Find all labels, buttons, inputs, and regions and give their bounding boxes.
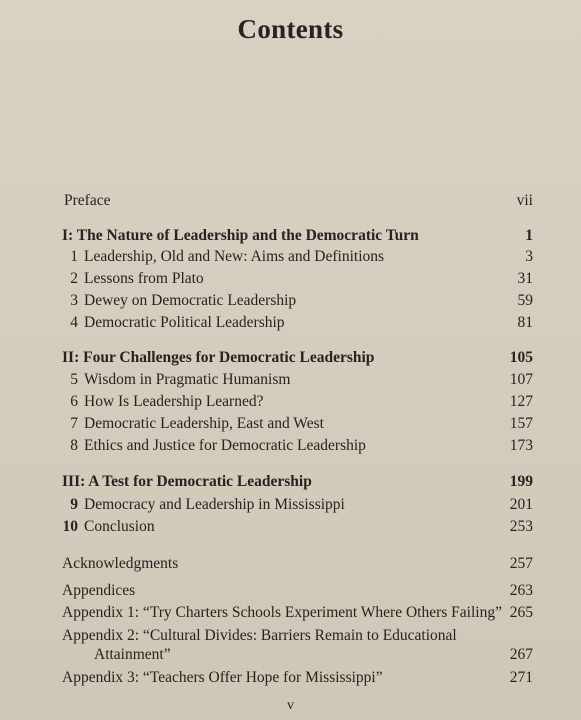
toc-page: 81 xyxy=(517,314,533,331)
toc-label: Appendix 3: “Teachers Offer Hope for Mississippi” xyxy=(62,669,383,686)
page-title: Contents xyxy=(237,14,344,44)
chapter-number: 6 xyxy=(70,393,78,410)
toc-page: 267 xyxy=(509,646,533,663)
chapter-number: 4 xyxy=(70,314,78,331)
chapter-number: 5 xyxy=(70,371,78,388)
toc-label: II: Four Challenges for Democratic Leadership xyxy=(62,349,375,366)
toc-page: 157 xyxy=(509,415,533,432)
toc-page: 263 xyxy=(509,582,533,599)
toc-page: 201 xyxy=(509,496,533,513)
toc-page: 257 xyxy=(509,555,533,572)
toc-label: Appendix 1: “Try Charters Schools Experiment Where Others Failing” xyxy=(62,604,502,621)
toc-label: Conclusion xyxy=(84,518,155,535)
toc-label: Dewey on Democratic Leadership xyxy=(84,292,297,309)
toc-page: 199 xyxy=(509,473,533,490)
toc-page: 1 xyxy=(525,227,533,244)
toc-page: 265 xyxy=(509,604,533,621)
toc-page: 271 xyxy=(509,669,533,686)
toc-label: Preface xyxy=(64,192,111,209)
toc-label: Acknowledgments xyxy=(62,555,179,572)
toc-label: Wisdom in Pragmatic Humanism xyxy=(84,371,291,388)
toc-label: Lessons from Plato xyxy=(84,270,204,287)
page-number: v xyxy=(287,698,294,713)
toc-page: vii xyxy=(516,192,533,209)
toc-page: 127 xyxy=(509,393,533,410)
chapter-number: 1 xyxy=(70,248,78,265)
toc-page: 31 xyxy=(517,270,533,287)
chapter-number: 2 xyxy=(70,270,78,287)
chapter-number: 10 xyxy=(62,518,78,535)
toc-label: Democratic Political Leadership xyxy=(84,314,285,331)
toc-label: I: The Nature of Leadership and the Democratic Turn xyxy=(62,227,419,244)
toc-page: 105 xyxy=(509,349,533,366)
chapter-number: 8 xyxy=(70,437,78,454)
toc-label: Leadership, Old and New: Aims and Definitions xyxy=(84,248,385,265)
toc-label: Democracy and Leadership in Mississippi xyxy=(84,496,345,513)
toc-label: Appendices xyxy=(62,582,136,599)
toc-label: How Is Leadership Learned? xyxy=(84,393,264,410)
toc-page: 3 xyxy=(525,248,533,265)
toc-label-line-1: Appendix 2: “Cultural Divides: Barriers Remain to Educational xyxy=(62,627,457,644)
chapter-number: 3 xyxy=(70,292,78,309)
chapter-number: 9 xyxy=(70,496,78,513)
toc-label: Democratic Leadership, East and West xyxy=(84,415,324,432)
toc-page: 173 xyxy=(509,437,533,454)
toc-label: III: A Test for Democratic Leadership xyxy=(62,473,312,490)
toc-page: 59 xyxy=(517,292,533,309)
toc-label: Ethics and Justice for Democratic Leadership xyxy=(84,437,366,454)
chapter-number: 7 xyxy=(70,415,78,432)
toc-page: 107 xyxy=(509,371,533,388)
toc-label-line-2: Attainment” xyxy=(94,646,171,663)
toc-page: 253 xyxy=(509,518,533,535)
